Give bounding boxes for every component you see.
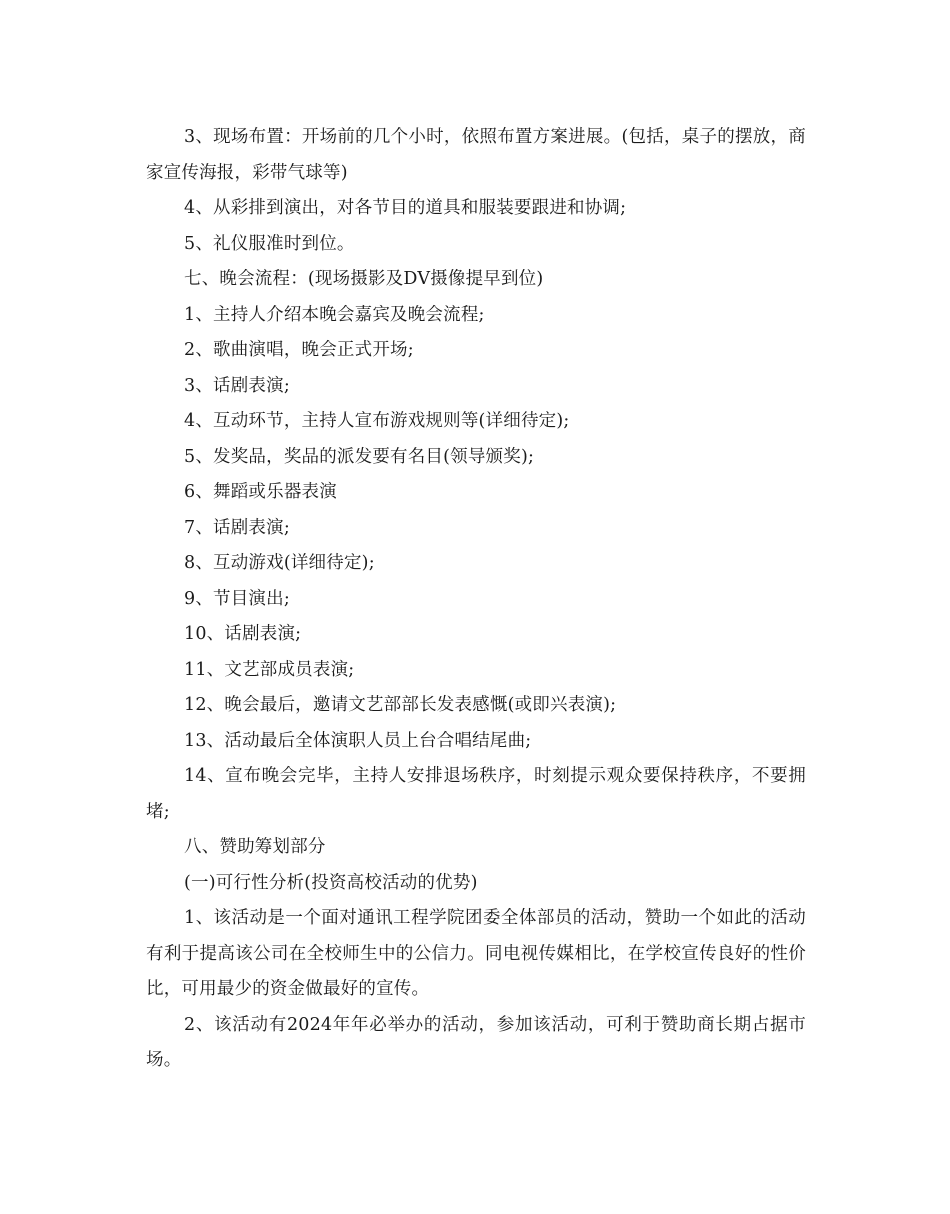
flow-item-13: 13、活动最后全体演职人员上台合唱结尾曲; <box>184 730 532 751</box>
feasibility-item-1: 1、该活动是一个面对通讯工程学院团委全体部员的活动，赞助一个如此的活动有利于提高该公司在全校师生中的公信力。同电视传媒相比，在学校宣传良好的性价比，可用最少的资金做最好的宣传。 <box>146 908 806 999</box>
flow-item-10: 10、话剧表演; <box>184 624 302 644</box>
flow-item-1: 1、主持人介绍本晚会嘉宾及晚会流程; <box>184 304 485 325</box>
flow-item-7: 7、话剧表演; <box>184 517 290 538</box>
section-heading-evening-flow: 七、晚会流程：(现场摄影及DV摄像提早到位) <box>184 269 544 289</box>
paragraph-setup-item-3: 3、现场布置：开场前的几个小时，依照布置方案进展。(包括，桌子的摆放，商家宣传海报，彩带气球等) <box>146 127 806 183</box>
flow-item-2: 2、歌曲演唱，晚会正式开场; <box>184 340 414 360</box>
paragraph-setup-item-4: 4、从彩排到演出，对各节目的道具和服装要跟进和协调; <box>184 198 627 218</box>
document-body <box>146 120 806 1079</box>
flow-item-5: 5、发奖品，奖品的派发要有名目(领导颁奖); <box>184 446 535 467</box>
flow-item-9: 9、节目演出; <box>184 588 290 609</box>
flow-item-14: 14、宣布晚会完毕，主持人安排退场秩序，时刻提示观众要保持秩序，不要拥堵; <box>146 766 806 822</box>
subsection-heading-feasibility: (一)可行性分析(投资高校活动的优势) <box>184 872 478 893</box>
flow-item-6: 6、舞蹈或乐器表演 <box>184 482 337 502</box>
paragraph-setup-item-5: 5、礼仪服准时到位。 <box>184 233 355 254</box>
feasibility-item-2: 2、该活动有2024年年必举办的活动，参加该活动，可利于赞助商长期占据市场。 <box>146 1014 806 1070</box>
flow-item-4: 4、互动环节，主持人宣布游戏规则等(详细待定); <box>184 411 570 431</box>
flow-item-11: 11、文艺部成员表演; <box>184 659 355 680</box>
flow-item-12: 12、晚会最后，邀请文艺部部长发表感慨(或即兴表演); <box>184 695 617 715</box>
flow-item-3: 3、话剧表演; <box>184 375 290 396</box>
flow-item-8: 8、互动游戏(详细待定); <box>184 553 375 573</box>
section-heading-sponsorship: 八、赞助筹划部分 <box>184 837 326 857</box>
